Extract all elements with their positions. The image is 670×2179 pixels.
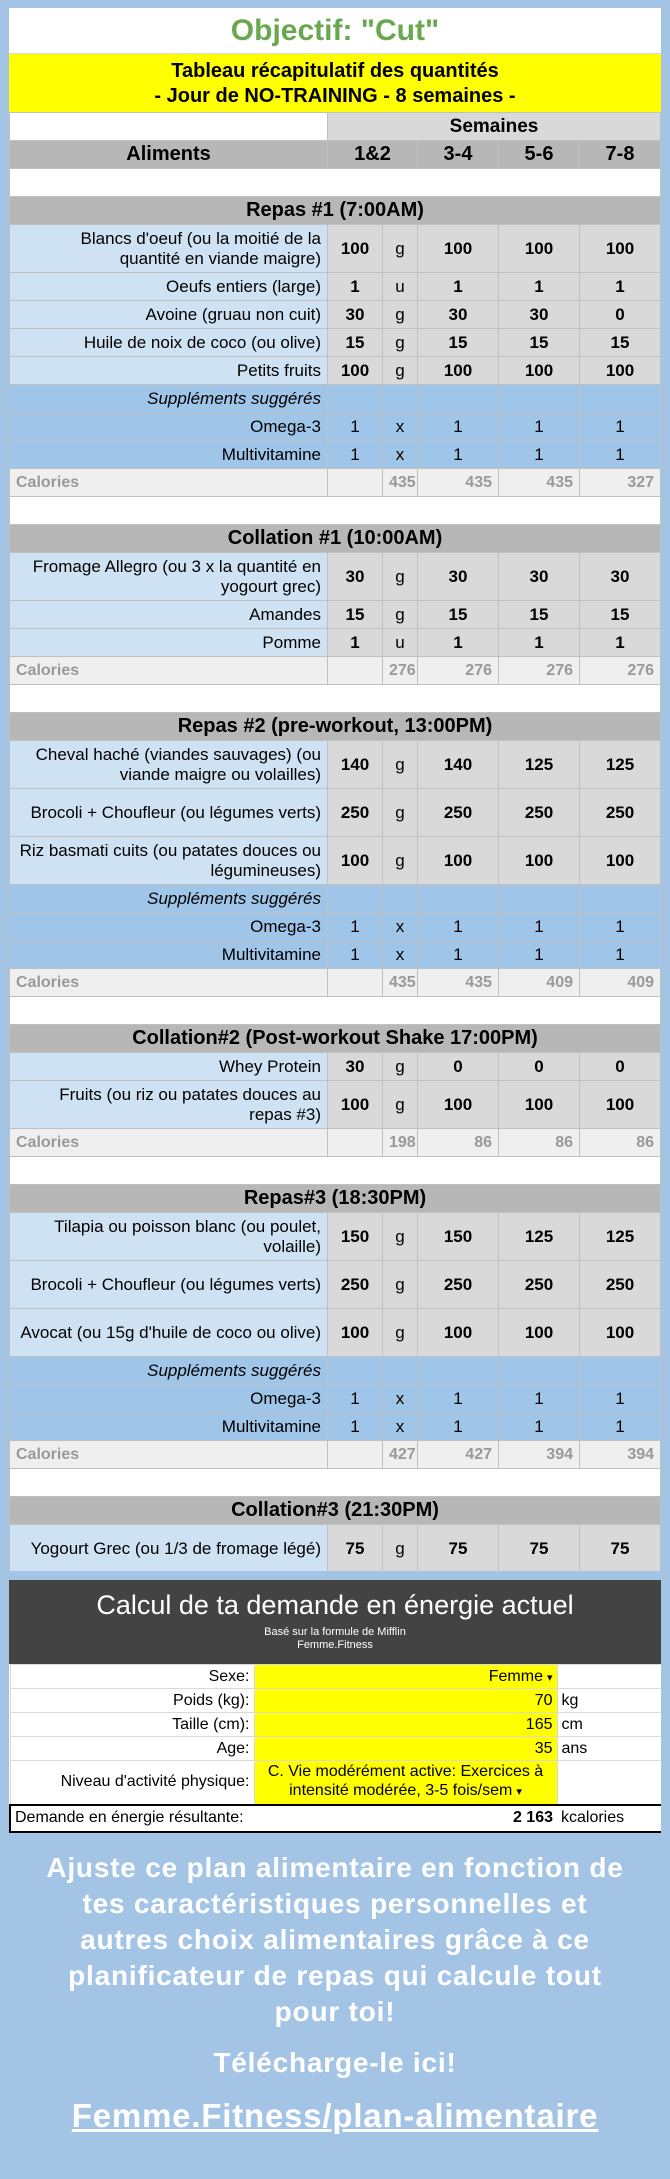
- activite-value: C. Vie modérément active: Exercices à intensité modérée, 3-5 fois/sem: [267, 1763, 544, 1800]
- food-qty-week-1: 30: [328, 1053, 383, 1081]
- food-row: [10, 1309, 661, 1357]
- supplements-blank-cell: [499, 885, 580, 913]
- sexe-unit-cell: [557, 1665, 661, 1689]
- food-qty-week-4: 1: [580, 629, 661, 657]
- supplement-qty-week-4: 1: [580, 941, 661, 969]
- food-name: Huile de noix de coco (ou olive): [10, 329, 328, 357]
- taille-unit: cm: [557, 1713, 661, 1737]
- food-qty-week-3: 250: [499, 789, 580, 837]
- meal-title-row: [10, 1497, 661, 1525]
- calculator-formula: Basé sur la formule de Mifflin: [264, 1626, 406, 1638]
- food-row: [10, 225, 661, 273]
- energy-calculator: [9, 1580, 661, 1833]
- food-unit: g: [383, 553, 418, 601]
- food-qty-week-4: 15: [580, 329, 661, 357]
- food-qty-week-1: 100: [328, 357, 383, 385]
- supplements-label: Suppléments suggérés: [10, 1357, 328, 1385]
- food-qty-week-3: 15: [499, 329, 580, 357]
- food-row: [10, 1053, 661, 1081]
- food-row: [10, 741, 661, 789]
- calories-row: [10, 469, 661, 497]
- sexe-select[interactable]: [254, 1665, 557, 1689]
- food-unit: u: [383, 629, 418, 657]
- supplement-qty-week-2: 1: [418, 1413, 499, 1441]
- supplement-unit: x: [383, 441, 418, 469]
- meal-title: Collation#2 (Post-workout Shake 17:00PM): [10, 1025, 661, 1053]
- result-unit: kcalories: [557, 1805, 661, 1832]
- calories-week-3: 409: [499, 969, 580, 997]
- calories-week-2: 276: [418, 657, 499, 685]
- sexe-label: Sexe:: [10, 1665, 254, 1689]
- food-name: Blancs d'oeuf (ou la moitié de la quantité en viande maigre): [10, 225, 328, 273]
- supplement-qty-week-4: 1: [580, 1413, 661, 1441]
- calories-label: Calories: [10, 969, 328, 997]
- supplement-qty-week-3: 1: [499, 1413, 580, 1441]
- supplement-name: Multivitamine: [10, 441, 328, 469]
- calories-label: Calories: [10, 469, 328, 497]
- supplement-name: Omega-3: [10, 413, 328, 441]
- calories-row: [10, 969, 661, 997]
- supplement-qty-week-2: 1: [418, 941, 499, 969]
- food-qty-week-2: 100: [418, 1081, 499, 1129]
- calories-blank-cell: [328, 1129, 383, 1157]
- calories-week-3: 435: [499, 469, 580, 497]
- gap-cell: [10, 1157, 661, 1185]
- food-unit: g: [383, 1081, 418, 1129]
- result-underline: [385, 1833, 569, 1834]
- supplement-qty-week-3: 1: [499, 441, 580, 469]
- supplement-qty-week-2: 1: [418, 913, 499, 941]
- food-qty-week-4: 30: [580, 553, 661, 601]
- food-row: [10, 1081, 661, 1129]
- calories-row: [10, 1441, 661, 1469]
- sexe-value: Femme: [488, 1667, 543, 1685]
- week-header-1: 1&2: [328, 141, 418, 169]
- supplement-row: [10, 441, 661, 469]
- calories-label: Calories: [10, 1129, 328, 1157]
- food-qty-week-1: 15: [328, 601, 383, 629]
- calories-week-3: 86: [499, 1129, 580, 1157]
- food-qty-week-4: 0: [580, 1053, 661, 1081]
- chevron-down-icon: ▾: [546, 1671, 553, 1684]
- supplements-blank-cell: [328, 885, 383, 913]
- week-header-2: 3-4: [418, 141, 499, 169]
- calories-label: Calories: [10, 1441, 328, 1469]
- promo-cta: Télécharge-le ici!: [213, 2047, 457, 2078]
- meal-gap: [10, 497, 661, 525]
- calories-week-4: 394: [580, 1441, 661, 1469]
- calories-week-2: 435: [418, 469, 499, 497]
- food-qty-week-1: 150: [328, 1213, 383, 1261]
- food-unit: g: [383, 357, 418, 385]
- supplement-qty-week-3: 1: [499, 941, 580, 969]
- meal-plan-sheet: [9, 8, 661, 1571]
- food-name: Yogourt Grec (ou 1/3 de fromage légé): [10, 1525, 328, 1572]
- food-qty-week-4: 75: [580, 1525, 661, 1572]
- food-qty-week-2: 0: [418, 1053, 499, 1081]
- result-row: [10, 1805, 661, 1832]
- food-qty-week-2: 1: [418, 629, 499, 657]
- activite-label: Niveau d'activité physique:: [10, 1761, 254, 1805]
- meal-title: Collation#3 (21:30PM): [10, 1497, 661, 1525]
- meal-gap: [10, 169, 661, 197]
- supplement-row: [10, 1413, 661, 1441]
- poids-unit: kg: [557, 1689, 661, 1713]
- food-name: Avoine (gruau non cuit): [10, 301, 328, 329]
- food-name: Avocat (ou 15g d'huile de coco ou olive): [10, 1309, 328, 1357]
- food-name: Oeufs entiers (large): [10, 273, 328, 301]
- supplement-qty-week-4: 1: [580, 441, 661, 469]
- food-qty-week-3: 100: [499, 1309, 580, 1357]
- food-unit: g: [383, 225, 418, 273]
- food-qty-week-2: 30: [418, 553, 499, 601]
- food-row: [10, 357, 661, 385]
- food-unit: u: [383, 273, 418, 301]
- food-qty-week-4: 100: [580, 357, 661, 385]
- food-qty-week-2: 150: [418, 1213, 499, 1261]
- calories-week-2: 86: [418, 1129, 499, 1157]
- supplement-qty-week-1: 1: [328, 941, 383, 969]
- calories-week-1: 198: [383, 1129, 418, 1157]
- food-qty-week-2: 100: [418, 225, 499, 273]
- taille-input[interactable]: 165: [254, 1713, 557, 1737]
- supplement-qty-week-4: 1: [580, 1385, 661, 1413]
- food-qty-week-2: 100: [418, 1309, 499, 1357]
- food-qty-week-4: 100: [580, 1309, 661, 1357]
- food-qty-week-2: 1: [418, 273, 499, 301]
- food-qty-week-4: 15: [580, 601, 661, 629]
- calculator-title: Calcul de ta demande en énergie actuel: [96, 1590, 574, 1620]
- calculator-table: [9, 1664, 661, 1833]
- calculator-brand: Femme.Fitness: [297, 1639, 373, 1651]
- calories-week-3: 276: [499, 657, 580, 685]
- column-header-row: [10, 141, 661, 169]
- supplements-header-row: [10, 1357, 661, 1385]
- supplements-header-row: [10, 885, 661, 913]
- food-unit: g: [383, 1525, 418, 1572]
- food-qty-week-2: 250: [418, 789, 499, 837]
- gap-cell: [10, 685, 661, 713]
- food-qty-week-1: 100: [328, 1309, 383, 1357]
- food-qty-week-4: 125: [580, 1213, 661, 1261]
- gap-cell: [10, 497, 661, 525]
- meal-gap: [10, 997, 661, 1025]
- supplement-qty-week-2: 1: [418, 413, 499, 441]
- food-row: [10, 553, 661, 601]
- supplement-name: Omega-3: [10, 913, 328, 941]
- food-row: [10, 301, 661, 329]
- summary-banner: [9, 54, 661, 112]
- supplements-label: Suppléments suggérés: [10, 885, 328, 913]
- supplement-qty-week-2: 1: [418, 441, 499, 469]
- food-unit: g: [383, 329, 418, 357]
- activite-select[interactable]: [254, 1761, 557, 1805]
- food-unit: g: [383, 601, 418, 629]
- foods-column-header: Aliments: [10, 141, 328, 169]
- calories-week-4: 327: [580, 469, 661, 497]
- poids-row: [10, 1689, 661, 1713]
- calories-blank-cell: [328, 969, 383, 997]
- supplement-name: Multivitamine: [10, 1413, 328, 1441]
- age-row: [10, 1737, 661, 1761]
- weeks-header-row: [10, 113, 661, 141]
- supplement-name: Multivitamine: [10, 941, 328, 969]
- food-qty-week-3: 15: [499, 601, 580, 629]
- summary-title: Tableau récapitulatif des quantités: [171, 60, 499, 82]
- food-qty-week-2: 75: [418, 1525, 499, 1572]
- food-name: Brocoli + Choufleur (ou légumes verts): [10, 789, 328, 837]
- food-qty-week-3: 250: [499, 1261, 580, 1309]
- meal-gap: [10, 685, 661, 713]
- food-qty-week-1: 30: [328, 553, 383, 601]
- food-qty-week-2: 100: [418, 837, 499, 885]
- supplements-blank-cell: [418, 885, 499, 913]
- food-qty-week-2: 140: [418, 741, 499, 789]
- age-input[interactable]: 35: [254, 1737, 557, 1761]
- supplement-row: [10, 913, 661, 941]
- food-qty-week-1: 140: [328, 741, 383, 789]
- food-qty-week-3: 125: [499, 741, 580, 789]
- supplement-unit: x: [383, 913, 418, 941]
- food-row: [10, 837, 661, 885]
- gap-cell: [10, 169, 661, 197]
- food-unit: g: [383, 741, 418, 789]
- calories-week-2: 427: [418, 1441, 499, 1469]
- meal-title-row: [10, 1025, 661, 1053]
- food-qty-week-3: 75: [499, 1525, 580, 1572]
- food-qty-week-4: 250: [580, 1261, 661, 1309]
- activite-unit-cell: [557, 1761, 661, 1805]
- supplements-label: Suppléments suggérés: [10, 385, 328, 413]
- food-qty-week-3: 0: [499, 1053, 580, 1081]
- calculator-header: [9, 1580, 661, 1664]
- food-qty-week-2: 15: [418, 329, 499, 357]
- supplement-qty-week-4: 1: [580, 413, 661, 441]
- supplements-blank-cell: [418, 1357, 499, 1385]
- week-header-4: 7-8: [580, 141, 661, 169]
- food-name: Fruits (ou riz ou patates douces au repas #3): [10, 1081, 328, 1129]
- food-name: Brocoli + Choufleur (ou légumes verts): [10, 1261, 328, 1309]
- gap-cell: [10, 997, 661, 1025]
- calories-week-4: 276: [580, 657, 661, 685]
- calories-blank-cell: [328, 657, 383, 685]
- meal-title-row: [10, 197, 661, 225]
- calories-week-1: 435: [383, 969, 418, 997]
- meal-title: Repas#3 (18:30PM): [10, 1185, 661, 1213]
- food-qty-week-4: 250: [580, 789, 661, 837]
- sexe-row: [10, 1665, 661, 1689]
- meal-title: Collation #1 (10:00AM): [10, 525, 661, 553]
- food-name: Riz basmati cuits (ou patates douces ou légumineuses): [10, 837, 328, 885]
- age-label: Age:: [10, 1737, 254, 1761]
- food-row: [10, 329, 661, 357]
- meal-title-row: [10, 713, 661, 741]
- supplement-unit: x: [383, 413, 418, 441]
- supplements-blank-cell: [383, 385, 418, 413]
- food-unit: g: [383, 837, 418, 885]
- supplements-blank-cell: [328, 385, 383, 413]
- food-qty-week-3: 100: [499, 837, 580, 885]
- food-qty-week-1: 100: [328, 1081, 383, 1129]
- food-row: [10, 601, 661, 629]
- poids-label: Poids (kg):: [10, 1689, 254, 1713]
- download-link[interactable]: Femme.Fitness/plan-alimentaire: [71, 2097, 599, 2134]
- weeks-header: Semaines: [328, 113, 661, 141]
- food-qty-week-3: 30: [499, 301, 580, 329]
- age-unit: ans: [557, 1737, 661, 1761]
- food-name: Pomme: [10, 629, 328, 657]
- food-qty-week-3: 30: [499, 553, 580, 601]
- supplement-name: Omega-3: [10, 1385, 328, 1413]
- food-unit: g: [383, 1053, 418, 1081]
- chevron-down-icon: ▾: [516, 1786, 522, 1799]
- supplement-row: [10, 1385, 661, 1413]
- calories-blank-cell: [328, 469, 383, 497]
- page-title: Objectif: "Cut": [9, 8, 661, 54]
- activite-row: [10, 1761, 661, 1805]
- food-qty-week-4: 100: [580, 837, 661, 885]
- food-unit: g: [383, 301, 418, 329]
- taille-label: Taille (cm):: [10, 1713, 254, 1737]
- food-unit: g: [383, 1213, 418, 1261]
- food-name: Fromage Allegro (ou 3 x la quantité en yogourt grec): [10, 553, 328, 601]
- food-row: [10, 1525, 661, 1572]
- food-unit: g: [383, 789, 418, 837]
- supplement-qty-week-1: 1: [328, 913, 383, 941]
- calories-week-1: 427: [383, 1441, 418, 1469]
- food-unit: g: [383, 1309, 418, 1357]
- food-name: Tilapia ou poisson blanc (ou poulet, volaille): [10, 1213, 328, 1261]
- food-qty-week-4: 0: [580, 301, 661, 329]
- food-row: [10, 273, 661, 301]
- food-qty-week-1: 30: [328, 301, 383, 329]
- food-qty-week-2: 15: [418, 601, 499, 629]
- supplements-blank-cell: [499, 1357, 580, 1385]
- calories-row: [10, 657, 661, 685]
- food-qty-week-3: 125: [499, 1213, 580, 1261]
- meal-title-row: [10, 1185, 661, 1213]
- supplements-blank-cell: [383, 1357, 418, 1385]
- calories-week-1: 276: [383, 657, 418, 685]
- supplement-qty-week-4: 1: [580, 913, 661, 941]
- food-unit: g: [383, 1261, 418, 1309]
- week-header-3: 5-6: [499, 141, 580, 169]
- food-qty-week-1: 1: [328, 273, 383, 301]
- food-name: Amandes: [10, 601, 328, 629]
- promo-text: Ajuste ce plan alimentaire en fonction de tes caractéristiques personnelles et autres choix alimentaires grâce à ce planificateur de repas qui calcule tout pour toi!: [46, 1852, 624, 2027]
- meal-title: Repas #2 (pre-workout, 13:00PM): [10, 713, 661, 741]
- poids-input[interactable]: 70: [254, 1689, 557, 1713]
- supplement-qty-week-3: 1: [499, 413, 580, 441]
- result-label: Demande en énergie résultante:: [10, 1805, 254, 1832]
- food-qty-week-3: 100: [499, 357, 580, 385]
- food-row: [10, 1261, 661, 1309]
- food-qty-week-1: 250: [328, 1261, 383, 1309]
- food-qty-week-1: 100: [328, 837, 383, 885]
- food-qty-week-3: 1: [499, 629, 580, 657]
- supplements-header-row: [10, 385, 661, 413]
- header-blank-cell: [10, 113, 328, 141]
- calories-label: Calories: [10, 657, 328, 685]
- supplements-blank-cell: [328, 1357, 383, 1385]
- supplements-blank-cell: [580, 1357, 661, 1385]
- food-qty-week-4: 100: [580, 225, 661, 273]
- food-qty-week-1: 75: [328, 1525, 383, 1572]
- food-qty-week-3: 100: [499, 225, 580, 273]
- supplement-qty-week-1: 1: [328, 1385, 383, 1413]
- meal-title: Repas #1 (7:00AM): [10, 197, 661, 225]
- food-qty-week-4: 1: [580, 273, 661, 301]
- food-qty-week-2: 30: [418, 301, 499, 329]
- supplement-row: [10, 413, 661, 441]
- food-qty-week-1: 1: [328, 629, 383, 657]
- food-qty-week-4: 100: [580, 1081, 661, 1129]
- food-qty-week-2: 100: [418, 357, 499, 385]
- calories-week-2: 435: [418, 969, 499, 997]
- supplements-blank-cell: [580, 385, 661, 413]
- calories-week-3: 394: [499, 1441, 580, 1469]
- food-name: Cheval haché (viandes sauvages) (ou viande maigre ou volailles): [10, 741, 328, 789]
- supplements-blank-cell: [499, 385, 580, 413]
- food-row: [10, 1213, 661, 1261]
- supplement-unit: x: [383, 1385, 418, 1413]
- food-qty-week-4: 125: [580, 741, 661, 789]
- gap-cell: [10, 1469, 661, 1497]
- supplement-unit: x: [383, 941, 418, 969]
- supplement-qty-week-2: 1: [418, 1385, 499, 1413]
- food-qty-week-1: 15: [328, 329, 383, 357]
- supplement-unit: x: [383, 1413, 418, 1441]
- food-name: Whey Protein: [10, 1053, 328, 1081]
- calories-row: [10, 1129, 661, 1157]
- food-qty-week-3: 100: [499, 1081, 580, 1129]
- supplement-row: [10, 941, 661, 969]
- food-row: [10, 789, 661, 837]
- supplement-qty-week-1: 1: [328, 1413, 383, 1441]
- meal-title-row: [10, 525, 661, 553]
- calories-week-4: 86: [580, 1129, 661, 1157]
- food-qty-week-2: 250: [418, 1261, 499, 1309]
- supplement-qty-week-1: 1: [328, 413, 383, 441]
- taille-row: [10, 1713, 661, 1737]
- supplements-blank-cell: [383, 885, 418, 913]
- meal-gap: [10, 1469, 661, 1497]
- supplements-blank-cell: [418, 385, 499, 413]
- quantities-table: [9, 112, 661, 1571]
- meal-gap: [10, 1157, 661, 1185]
- calories-week-1: 435: [383, 469, 418, 497]
- food-row: [10, 629, 661, 657]
- supplements-blank-cell: [580, 885, 661, 913]
- summary-subtitle: - Jour de NO-TRAINING - 8 semaines -: [154, 85, 516, 107]
- food-qty-week-1: 250: [328, 789, 383, 837]
- supplement-qty-week-3: 1: [499, 1385, 580, 1413]
- result-value: 2 163: [254, 1805, 557, 1832]
- promo-section: [0, 1850, 670, 2135]
- calories-week-4: 409: [580, 969, 661, 997]
- supplement-qty-week-3: 1: [499, 913, 580, 941]
- calories-blank-cell: [328, 1441, 383, 1469]
- food-qty-week-1: 100: [328, 225, 383, 273]
- food-qty-week-3: 1: [499, 273, 580, 301]
- food-name: Petits fruits: [10, 357, 328, 385]
- supplement-qty-week-1: 1: [328, 441, 383, 469]
